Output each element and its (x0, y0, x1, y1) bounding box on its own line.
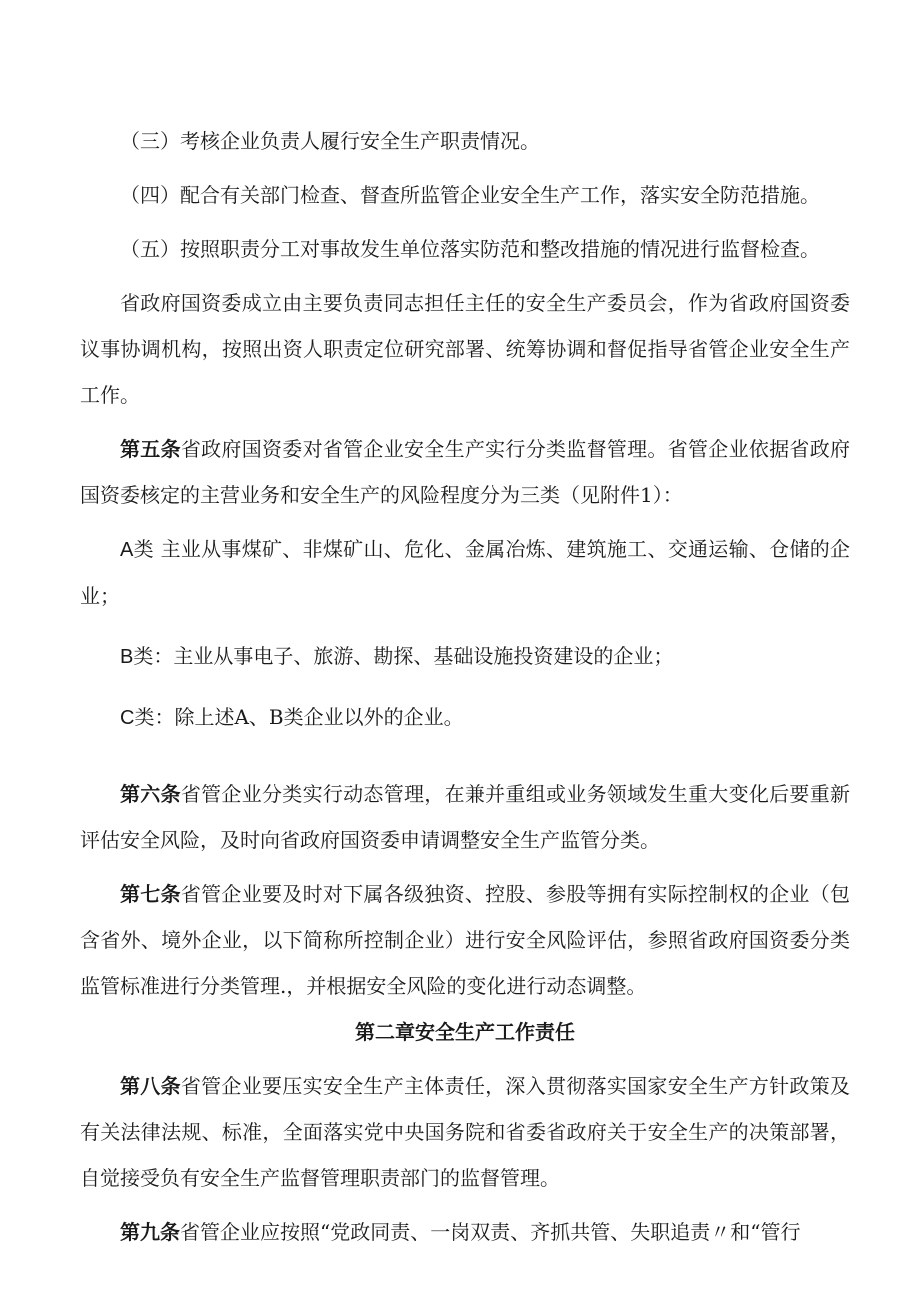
article-5-number: 第五条 (120, 437, 181, 461)
article-6-number: 第六条 (120, 782, 181, 806)
committee-paragraph (80, 280, 850, 418)
article-9 (80, 1209, 850, 1255)
category-b-text: 主业从事电子、旅游、勘探、基础设施投资建设的企业； (173, 644, 674, 668)
article-5-text: 省政府国资委对省管企业安全生产实行分类监督管理。省管企业依据省政府国资委核定的主营业务和安全生产的风险程度分为三类（见附件1）： (80, 437, 851, 507)
item-4-text: （四）配合有关部门检查、督查所监管企业安全生产工作，落实安全防范措施。 (120, 183, 820, 207)
item-3-text: （三）考核企业负责人履行安全生产职责情况。 (120, 129, 540, 153)
article-6-text: 省管企业分类实行动态管理，在兼并重组或业务领域发生重大变化后要重新评估安全风险，及时向省政府国资委申请调整安全生产监管分类。 (80, 782, 851, 852)
category-b-label: B类： (120, 646, 174, 668)
article-8 (80, 1063, 850, 1201)
item-3 (80, 118, 850, 164)
category-b (80, 633, 850, 680)
chapter-title: 第二章安全生产工作责任 (355, 1020, 575, 1044)
category-a-text: 主业从事煤矿、非煤矿山、危化、金属冶炼、建筑施工、交通运输、仓储的企业； (80, 537, 851, 608)
article-7-text: 省管企业要及时对下属各级独资、控股、参股等拥有实际控制权的企业（包含省外、境外企业，以下简称所控制企业）进行安全风险评估，参照省政府国资委分类监管标准进行分类管理.，并根据安全风险的变化进行动态调整。 (80, 882, 851, 998)
article-7-number: 第七条 (120, 882, 181, 906)
category-a (80, 526, 850, 619)
item-5 (80, 226, 850, 272)
category-c (80, 694, 850, 741)
article-9-text: 省管企业应按照“党政同责、一岗双责、齐抓共管、失职追责〃和“管行 (180, 1220, 801, 1244)
article-7 (80, 871, 850, 1009)
item-5-text: （五）按照职责分工对事故发生单位落实防范和整改措施的情况进行监督检查。 (120, 237, 820, 261)
article-9-number: 第九条 (120, 1220, 180, 1244)
committee-paragraph-text: 省政府国资委成立由主要负责同志担任主任的安全生产委员会，作为省政府国资委议事协调机构，按照出资人职责定位研究部署、统筹协调和督促指导省管企业安全生产工作。 (80, 291, 850, 407)
category-c-text: 除上述A、B类企业以外的企业。 (174, 705, 464, 729)
category-a-label: A类 (120, 539, 154, 561)
article-8-number: 第八条 (120, 1074, 181, 1098)
article-6 (80, 771, 850, 863)
item-4 (80, 172, 850, 218)
article-8-text: 省管企业要压实安全生产主体责任，深入贯彻落实国家安全生产方针政策及有关法律法规、标准，全面落实党中央国务院和省委省政府关于安全生产的决策部署，自觉接受负有安全生产监督管理职责部门的监督管理。 (80, 1074, 851, 1190)
category-c-label: C类： (120, 707, 175, 729)
article-5 (80, 426, 850, 518)
